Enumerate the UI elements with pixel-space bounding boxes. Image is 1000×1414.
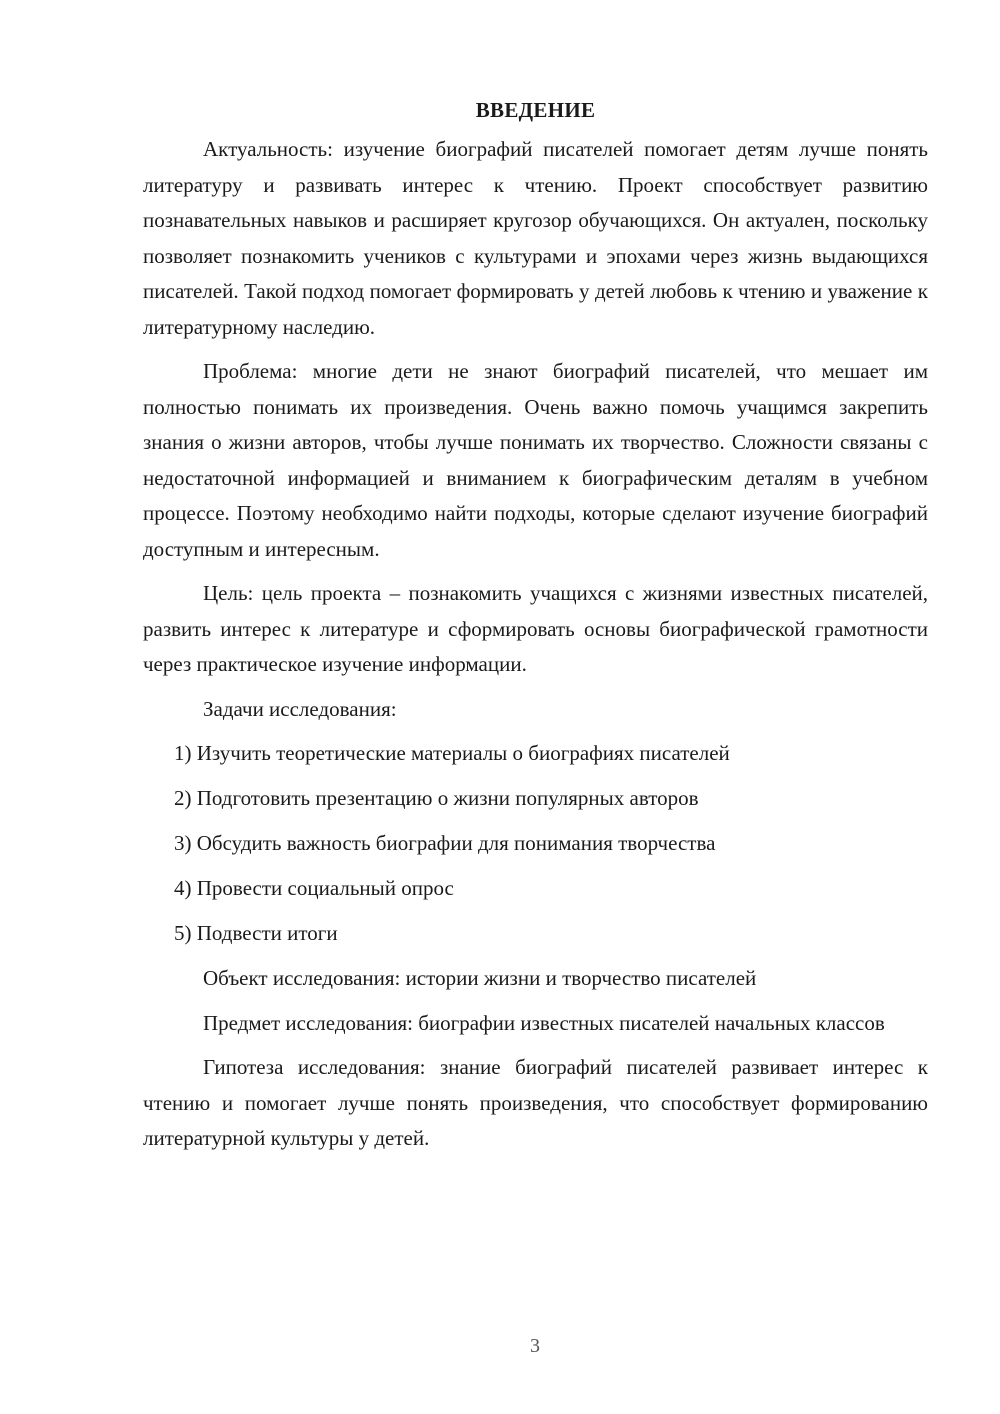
paragraph-object: Объект исследования: истории жизни и творчество писателей [203, 966, 757, 990]
task-item: 1) Изучить теоретические материалы о биографиях писателей [174, 741, 730, 765]
paragraph-subject: Предмет исследования: биографии известных писателей начальных классов [203, 1010, 885, 1035]
paragraph-goal: Цель: цель проекта – познакомить учащихся с жизнями известных писателей, развить интерес к литературе и сформировать основы биографической грамотности через практическое изучение информации. [143, 581, 928, 676]
task-item: 2) Подготовить презентацию о жизни популярных авторов [174, 786, 699, 810]
paragraph-hypothesis: Гипотеза исследования: знание биографий писателей развивает интерес к чтению и помогает лучше понять произведения, что способствует формированию литературной культуры у детей. [143, 1055, 928, 1150]
document-page [143, 96, 928, 1166]
task-item: 3) Обсудить важность биографии для понимания творчества [174, 831, 716, 855]
task-item: 4) Провести социальный опрос [174, 876, 454, 900]
task-item: 5) Подвести итоги [174, 921, 338, 945]
tasks-heading: Задачи исследования: [203, 696, 397, 721]
tasks-list [143, 736, 928, 952]
document-title: ВВЕДЕНИЕ [475, 98, 596, 122]
page-number: 3 [530, 1335, 540, 1357]
paragraph-problem: Проблема: многие дети не знают биографий писателей, что мешает им полностью понимать их произведения. Очень важно помочь учащимся закрепить знания о жизни авторов, чтобы лучше понимать их творчество. Сложности связаны с недостаточной информацией и вниманием к биографическим деталям в учебном процессе. Поэтому необходимо найти подходы, которые сделают изучение биографий доступным и интересным. [143, 359, 928, 561]
paragraph-relevance: Актуальность: изучение биографий писателей помогает детям лучше понять литературу и развивать интерес к чтению. Проект способствует развитию познавательных навыков и расширяет кругозор обучающихся. Он актуален, поскольку позволяет познакомить учеников с культурами и эпохами через жизнь выдающихся писателей. Такой подход помогает формировать у детей любовь к чтению и уважение к литературному наследию. [143, 137, 928, 339]
